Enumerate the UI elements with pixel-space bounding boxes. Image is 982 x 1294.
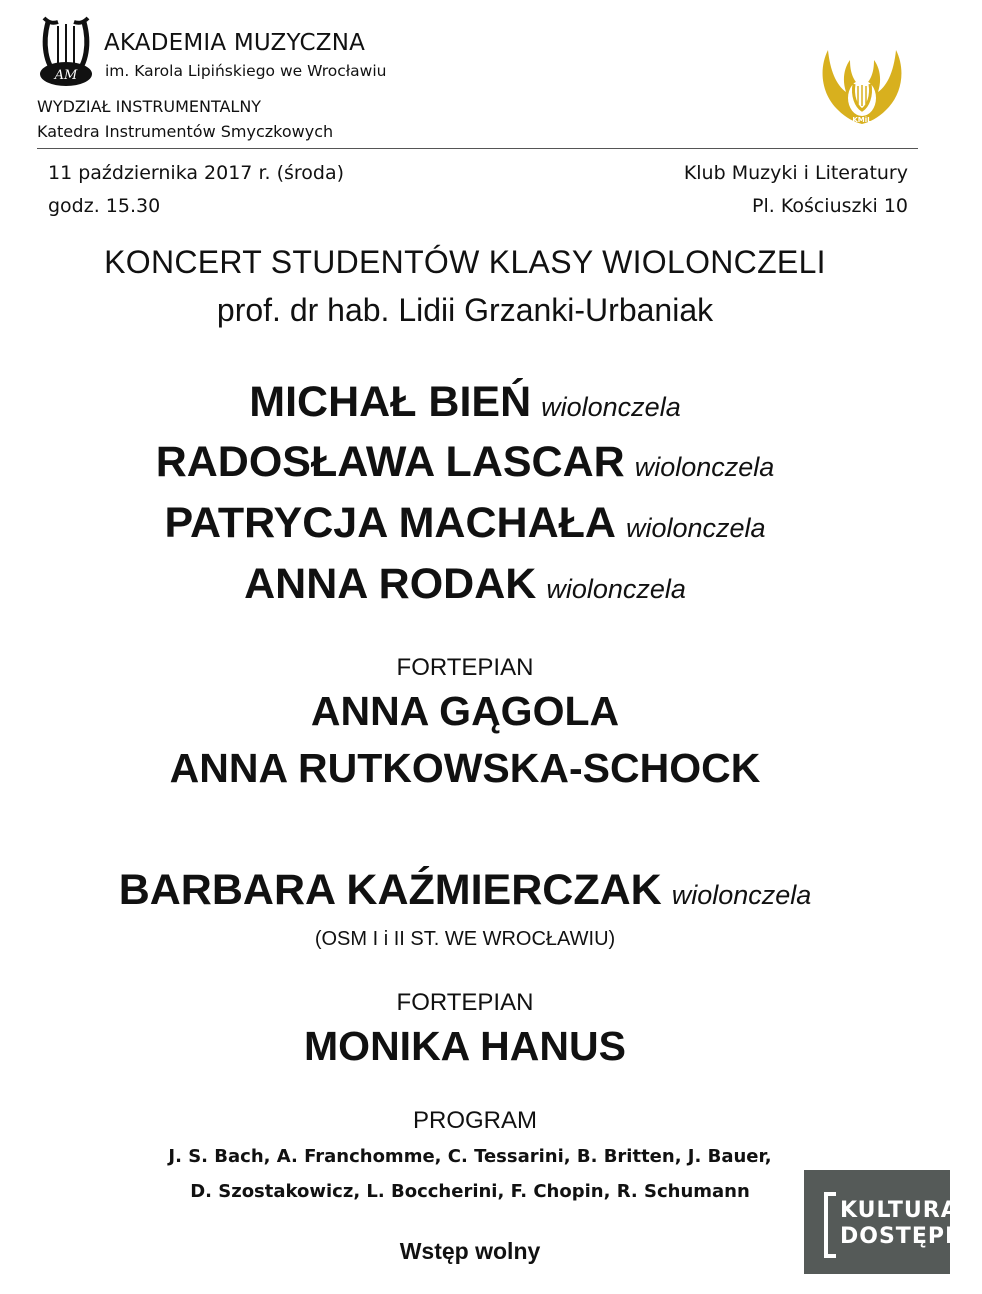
bracket-icon	[824, 1192, 836, 1258]
performer-name: ANNA RODAK	[244, 560, 537, 608]
badge-line-2: DOSTĘPNA	[840, 1224, 982, 1249]
performer-name: RADOSŁAWA LASCAR	[155, 438, 625, 486]
concert-title: KONCERT STUDENTÓW KLASY WIOLONCZELI	[104, 244, 826, 280]
admission-note: Wstęp wolny	[399, 1238, 541, 1264]
guest-performer-line	[0, 866, 930, 915]
pianist-name: ANNA RUTKOWSKA-SCHOCK	[169, 745, 761, 791]
chair-name: Katedra Instrumentów Smyczkowych	[37, 122, 334, 141]
performer-role: wiolonczela	[634, 452, 775, 482]
club-logo-text: KMiL	[852, 116, 872, 124]
kultura-dostepna-badge	[804, 1170, 982, 1274]
program-composers-line-2: D. Szostakowicz, L. Boccherini, F. Chopin, R. Schumann	[190, 1181, 750, 1202]
performer-line	[0, 499, 930, 548]
performer-name: PATRYCJA MACHAŁA	[164, 499, 616, 547]
lyre-icon	[36, 14, 96, 88]
performer-name: MICHAŁ BIEŃ	[249, 378, 532, 426]
academy-subtitle: im. Karola Lipińskiego we Wrocławiu	[105, 62, 387, 80]
performer-line	[0, 378, 930, 427]
performer-line	[0, 438, 930, 487]
performer-role: wiolonczela	[625, 513, 766, 543]
event-venue: Klub Muzyki i Literatury	[683, 162, 908, 184]
guest-school: (OSM I i II ST. WE WROCŁAWIU)	[314, 928, 616, 950]
concert-subtitle: prof. dr hab. Lidii Grzanki-Urbaniak	[216, 292, 714, 328]
badge-line-1: KULTURA	[840, 1198, 959, 1223]
faculty-name: WYDZIAŁ INSTRUMENTALNY	[37, 97, 262, 116]
performer-line	[0, 560, 930, 609]
header-divider	[37, 148, 918, 149]
pianist-name: ANNA GĄGOLA	[310, 688, 620, 734]
performer-role: wiolonczela	[546, 574, 686, 604]
guest-performer-role: wiolonczela	[671, 880, 812, 910]
pianist-name: MONIKA HANUS	[304, 1023, 626, 1069]
piano-label: FORTEPIAN	[396, 989, 534, 1016]
guest-performer-name: BARBARA KAŹMIERCZAK	[118, 866, 662, 914]
piano-label: FORTEPIAN	[396, 654, 534, 681]
event-address: Pl. Kościuszki 10	[752, 195, 908, 217]
program-label: PROGRAM	[412, 1107, 537, 1134]
svg-text:AM: AM	[54, 68, 78, 83]
performer-role: wiolonczela	[541, 392, 681, 422]
event-time: godz. 15.30	[48, 195, 161, 217]
golden-lyre-icon	[818, 40, 906, 130]
academy-name: AKADEMIA MUZYCZNA	[104, 30, 366, 56]
event-date: 11 października 2017 r. (środa)	[48, 162, 345, 184]
program-composers-line-1: J. S. Bach, A. Franchomme, C. Tessarini, B. Britten, J. Bauer,	[168, 1146, 772, 1167]
